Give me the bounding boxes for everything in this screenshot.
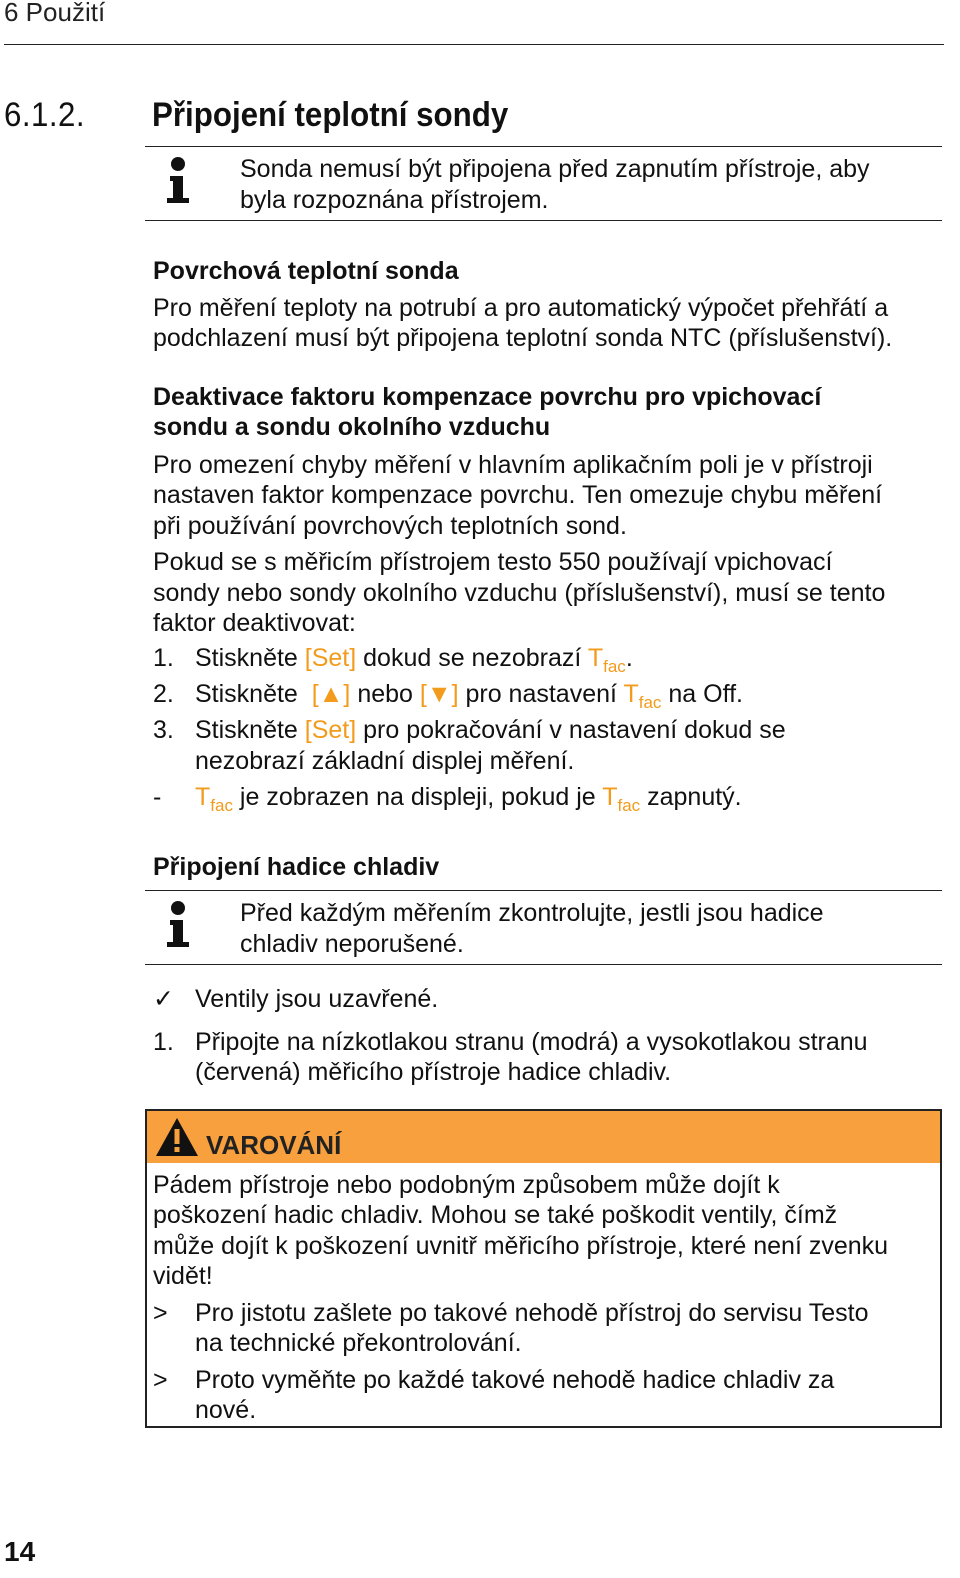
- surface-heading: Povrchová teplotní sonda: [153, 257, 459, 285]
- step-1: [195, 643, 633, 677]
- result-marker: -: [153, 783, 162, 811]
- warning-triangle-icon: [154, 1116, 200, 1158]
- hose-heading: Připojení hadice chladiv: [153, 853, 440, 881]
- section-title: Připojení teplotní sondy: [152, 96, 509, 134]
- warning-title: VAROVÁNÍ: [206, 1130, 342, 1160]
- step-line: (červená) měřicího přístroje hadice chladiv.: [195, 1058, 672, 1086]
- deact-heading: Deaktivace faktoru kompenzace povrchu pro vpichovací: [153, 383, 822, 411]
- step-text: dokud se nezobrazí: [356, 644, 588, 672]
- step-number: 1.: [153, 644, 174, 672]
- step-3-line2: nezobrazí základní displej měření.: [195, 747, 575, 775]
- check-text: Ventily jsou uzavřené.: [195, 985, 439, 1013]
- note-line: Před každým měřením zkontrolujte, jestli jsou hadice: [240, 899, 824, 927]
- tfac-subscript: fac: [617, 796, 641, 815]
- tfac-symbol: T: [623, 680, 639, 708]
- step-text: nebo: [350, 680, 420, 708]
- warning-line: Pádem přístroje nebo podobným způsobem může dojít k: [153, 1171, 780, 1199]
- deact-heading: sondu a sondu okolního vzduchu: [153, 413, 551, 441]
- paragraph-line: nastaven faktor kompenzace povrchu. Ten omezuje chybu měření: [153, 481, 883, 509]
- section-number: 6.1.2.: [4, 96, 86, 134]
- result-text: zapnutý.: [640, 783, 742, 811]
- action-marker: >: [153, 1366, 168, 1394]
- tfac-symbol: T: [587, 644, 604, 672]
- step-text: Stiskněte: [195, 644, 305, 672]
- tfac-symbol: T: [602, 783, 618, 811]
- paragraph-line: faktor deaktivovat:: [153, 609, 356, 637]
- step-text: Stiskněte: [195, 716, 305, 744]
- paragraph-line: Pro měření teploty na potrubí a pro automatický výpočet přehřátí a: [153, 294, 889, 322]
- tfac-subscript: fac: [638, 693, 662, 712]
- header-divider: [4, 44, 944, 45]
- result-line: [195, 782, 742, 816]
- note-top-rule: [145, 890, 942, 891]
- result-text: je zobrazen na displeji, pokud je: [232, 783, 603, 811]
- info-icon: [164, 156, 194, 206]
- note-line: byla rozpoznána přístrojem.: [240, 186, 549, 214]
- info-icon: [164, 900, 194, 950]
- set-key: [Set]: [304, 716, 357, 744]
- action-line: Pro jistotu zašlete po takové nehodě přístroj do servisu Testo: [195, 1299, 869, 1327]
- warning-line: vidět!: [153, 1262, 213, 1290]
- note-line: Sonda nemusí být připojena před zapnutím přístroje, aby: [240, 155, 870, 183]
- note-bottom-rule: [145, 964, 942, 965]
- warning-line: poškození hadic chladiv. Mohou se také poškodit ventily, čímž: [153, 1201, 838, 1229]
- step-text: pro nastavení: [458, 680, 624, 708]
- chapter-header: 6 Použití: [4, 0, 106, 27]
- action-line: nové.: [195, 1396, 257, 1424]
- paragraph-line: Pro omezení chyby měření v hlavním aplikačním poli je v přístroji: [153, 451, 873, 479]
- step-number: 3.: [153, 716, 174, 744]
- set-key: [Set]: [304, 644, 357, 672]
- check-icon: ✓: [153, 985, 174, 1013]
- note-bottom-rule: [145, 220, 942, 221]
- step-text: pro pokračování v nastavení dokud se: [356, 716, 786, 744]
- step-text: Stiskněte: [195, 680, 312, 708]
- note-line: chladiv neporušené.: [240, 930, 464, 958]
- step-3: [195, 715, 786, 746]
- paragraph-line: sondy nebo sondy okolního vzduchu (příslušenství), musí se tento: [153, 579, 886, 607]
- step-text: .: [625, 644, 633, 672]
- up-key: [▲]: [311, 680, 351, 708]
- step-text: na Off.: [661, 680, 743, 708]
- down-key: [▼]: [419, 680, 459, 708]
- step-2: [195, 679, 743, 713]
- warning-line: může dojít k poškození uvnitř měřicího přístroje, které není zvenku: [153, 1232, 889, 1260]
- paragraph-line: podchlazení musí být připojena teplotní sonda NTC (příslušenství).: [153, 324, 893, 352]
- step-number: 2.: [153, 680, 174, 708]
- tfac-subscript: fac: [603, 657, 626, 676]
- action-line: na technické překontrolování.: [195, 1329, 522, 1357]
- step-line: Připojte na nízkotlakou stranu (modrá) a vysokotlakou stranu: [195, 1028, 868, 1056]
- paragraph-line: při používání povrchových teplotních sond.: [153, 512, 627, 540]
- page-number: 14: [4, 1536, 36, 1567]
- tfac-symbol: T: [195, 783, 211, 811]
- action-marker: >: [153, 1299, 168, 1327]
- step-number: 1.: [153, 1028, 174, 1056]
- paragraph-line: Pokud se s měřicím přístrojem testo 550 používají vpichovací: [153, 548, 833, 576]
- action-line: Proto vyměňte po každé takové nehodě hadice chladiv za: [195, 1366, 835, 1394]
- note-top-rule: [145, 146, 942, 147]
- tfac-subscript: fac: [210, 796, 233, 815]
